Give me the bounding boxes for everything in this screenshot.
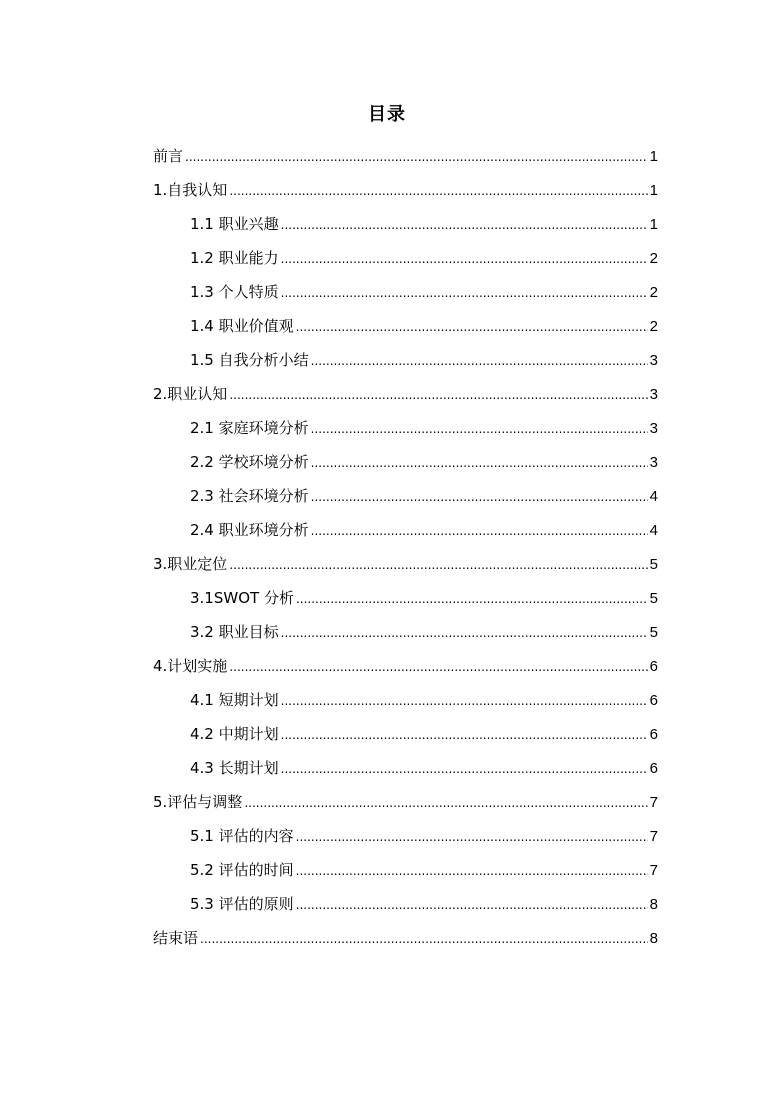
toc-entry[interactable] (153, 889, 658, 923)
toc-dot-leader (229, 176, 647, 206)
toc-dot-leader (281, 720, 648, 750)
toc-entry-page-number: 7 (649, 794, 658, 811)
toc-entry-label: 1.3 个人特质 (190, 283, 279, 301)
toc-entry-label: 5.3 评估的原则 (190, 895, 294, 913)
toc-entry[interactable] (153, 311, 658, 345)
toc-entry-label: 4.计划实施 (153, 657, 228, 675)
toc-dot-leader (311, 448, 648, 478)
toc-entry[interactable] (153, 719, 658, 753)
toc-entry-label: 1.自我认知 (153, 181, 228, 199)
toc-entry[interactable] (153, 175, 658, 209)
toc-dot-leader (200, 924, 648, 954)
toc-entry-label: 1.1 职业兴趣 (190, 215, 279, 233)
toc-entry-label: 4.2 中期计划 (190, 725, 279, 743)
toc-entry[interactable] (153, 549, 658, 583)
toc-entry-label: 结束语 (153, 929, 199, 947)
toc-entry-label: 1.4 职业价值观 (190, 317, 294, 335)
toc-entry[interactable] (153, 787, 658, 821)
toc-entry-label: 5.评估与调整 (153, 793, 243, 811)
toc-entry[interactable] (153, 277, 658, 311)
toc-entry-page-number: 7 (649, 828, 658, 845)
toc-entry-label: 1.5 自我分析小结 (190, 351, 309, 369)
toc-entry-label: 2.4 职业环境分析 (190, 521, 309, 539)
toc-entry[interactable] (153, 855, 658, 889)
toc-entry-page-number: 8 (649, 896, 658, 913)
toc-dot-leader (281, 618, 648, 648)
toc-entry[interactable] (153, 141, 658, 175)
toc-entry[interactable] (153, 753, 658, 787)
toc-dot-leader (229, 550, 647, 580)
toc-dot-leader (281, 278, 648, 308)
toc-entry-page-number: 5 (649, 556, 658, 573)
toc-entry-page-number: 7 (649, 862, 658, 879)
toc-dot-leader (296, 856, 648, 886)
toc-entry[interactable] (153, 243, 658, 277)
toc-title: 目录 (368, 104, 406, 125)
toc-dot-leader (244, 788, 647, 818)
toc-dot-leader (281, 686, 648, 716)
toc-entry-page-number: 3 (649, 420, 658, 437)
toc-entry[interactable] (153, 209, 658, 243)
toc-dot-leader (281, 210, 648, 240)
toc-entry-page-number: 1 (649, 148, 658, 165)
toc-entry-page-number: 3 (649, 386, 658, 403)
toc-entry[interactable] (153, 481, 658, 515)
toc-entry[interactable] (153, 583, 658, 617)
toc-entry-page-number: 3 (649, 352, 658, 369)
toc-entry-page-number: 5 (649, 624, 658, 641)
toc-entry-page-number: 5 (649, 590, 658, 607)
toc-entry[interactable] (153, 345, 658, 379)
toc-dot-leader (296, 890, 648, 920)
toc-dot-leader (229, 380, 647, 410)
toc-entry-page-number: 2 (649, 318, 658, 335)
toc-dot-leader (296, 312, 648, 342)
toc-entry-label: 前言 (153, 147, 184, 165)
toc-entry[interactable] (153, 447, 658, 481)
toc-entry-label: 4.1 短期计划 (190, 691, 279, 709)
toc-entry-label: 5.1 评估的内容 (190, 827, 294, 845)
toc-dot-leader (185, 142, 648, 172)
toc-entry[interactable] (153, 923, 658, 957)
toc-entry-label: 3.职业定位 (153, 555, 228, 573)
toc-dot-leader (311, 516, 648, 546)
toc-dot-leader (229, 652, 647, 682)
toc-dot-leader (296, 822, 648, 852)
toc-entry[interactable] (153, 651, 658, 685)
toc-entry-page-number: 6 (649, 760, 658, 777)
toc-entry-label: 2.2 学校环境分析 (190, 453, 309, 471)
toc-entry-page-number: 1 (649, 216, 658, 233)
toc-entry[interactable] (153, 379, 658, 413)
toc-entry-page-number: 2 (649, 284, 658, 301)
toc-entry-page-number: 6 (649, 726, 658, 743)
toc-dot-leader (311, 414, 648, 444)
toc-entry[interactable] (153, 821, 658, 855)
toc-dot-leader (281, 244, 648, 274)
toc-entry[interactable] (153, 617, 658, 651)
toc-dot-leader (296, 584, 648, 614)
toc-entry-label: 3.2 职业目标 (190, 623, 279, 641)
toc-entry-label: 5.2 评估的时间 (190, 861, 294, 879)
table-of-contents (153, 141, 658, 957)
toc-entry-page-number: 6 (649, 658, 658, 675)
toc-entry-page-number: 3 (649, 454, 658, 471)
toc-entry-page-number: 8 (649, 930, 658, 947)
toc-entry-label: 3.1SWOT 分析 (190, 589, 294, 607)
toc-entry-label: 1.2 职业能力 (190, 249, 279, 267)
toc-entry-label: 2.3 社会环境分析 (190, 487, 309, 505)
toc-entry[interactable] (153, 515, 658, 549)
toc-entry-label: 4.3 长期计划 (190, 759, 279, 777)
toc-dot-leader (281, 754, 648, 784)
toc-entry-page-number: 6 (649, 692, 658, 709)
toc-entry[interactable] (153, 413, 658, 447)
toc-entry-label: 2.1 家庭环境分析 (190, 419, 309, 437)
toc-dot-leader (311, 346, 648, 376)
toc-entry-page-number: 4 (649, 488, 658, 505)
toc-entry[interactable] (153, 685, 658, 719)
toc-dot-leader (311, 482, 648, 512)
toc-entry-page-number: 4 (649, 522, 658, 539)
toc-entry-page-number: 2 (649, 250, 658, 267)
toc-entry-label: 2.职业认知 (153, 385, 228, 403)
toc-entry-page-number: 1 (649, 182, 658, 199)
